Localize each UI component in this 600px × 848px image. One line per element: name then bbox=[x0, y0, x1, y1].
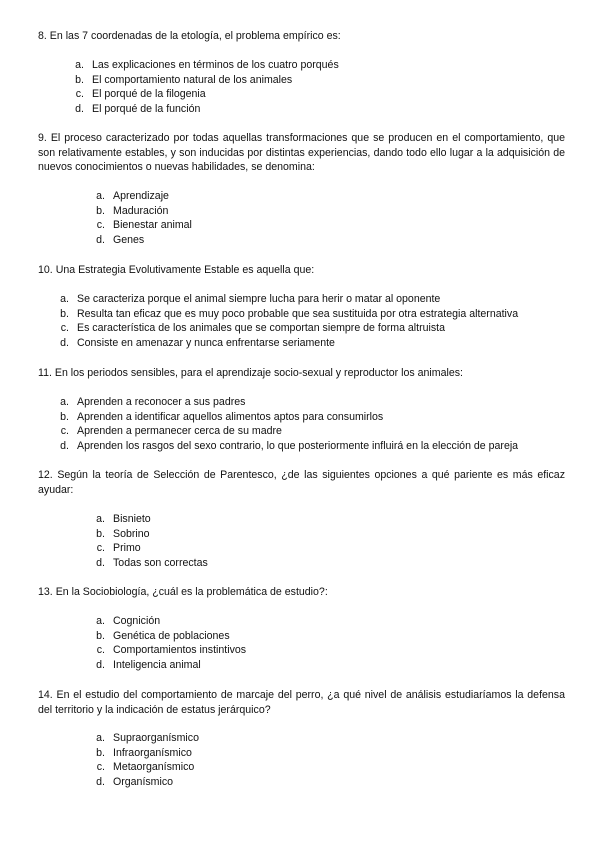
option: d. Todas son correctas bbox=[96, 556, 208, 569]
option: c. Bienestar animal bbox=[96, 219, 192, 232]
question-9 bbox=[38, 131, 565, 175]
question-13-options bbox=[91, 614, 246, 672]
option: b. El comportamiento natural de los animales bbox=[75, 73, 293, 86]
option: d. El porqué de la función bbox=[75, 102, 201, 115]
option: c. Aprenden a permanecer cerca de su madre bbox=[60, 425, 282, 438]
question-11-options bbox=[55, 395, 518, 453]
option: b. Sobrino bbox=[96, 527, 150, 540]
question-8 bbox=[38, 29, 565, 44]
question-14-text: 14. En el estudio del comportamiento de marcaje del perro, ¿a qué nivel de análisis estudiaríamos la defensa del territorio y la indicación de estatus jerárquico? bbox=[38, 689, 565, 716]
question-10 bbox=[38, 263, 565, 278]
question-11-text: 11. En los periodos sensibles, para el aprendizaje socio-sexual y reproductor los animales: bbox=[38, 367, 463, 379]
question-8-options bbox=[70, 58, 339, 116]
option: a. Cognición bbox=[96, 615, 161, 627]
question-14 bbox=[38, 688, 565, 717]
option: a. Las explicaciones en términos de los cuatro porqués bbox=[75, 59, 339, 71]
question-8-text: 8. En las 7 coordenadas de la etología, el problema empírico es: bbox=[38, 30, 341, 42]
option: d. Genes bbox=[96, 233, 145, 246]
question-14-options bbox=[91, 731, 199, 789]
option: b. Maduración bbox=[96, 204, 169, 217]
option: d. Inteligencia animal bbox=[96, 658, 201, 671]
question-13 bbox=[38, 585, 565, 600]
option: c. Comportamientos instintivos bbox=[96, 644, 247, 657]
option: a. Se caracteriza porque el animal siempre lucha para herir o matar al oponente bbox=[60, 293, 441, 305]
question-9-text: 9. El proceso caracterizado por todas aquellas transformaciones que se producen en el comportamiento, que son relativamente estables, y son inducidas por distintas experiencias, dando todo ello lugar a la adquisición de nuevos conocimientos o nuevas habilidades, se denomina: bbox=[38, 132, 565, 173]
option: d. Consiste en amenazar y nunca enfrentarse seriamente bbox=[60, 336, 335, 349]
option: b. Genética de poblaciones bbox=[96, 629, 230, 642]
question-13-text: 13. En la Sociobiología, ¿cuál es la problemática de estudio?: bbox=[38, 586, 328, 598]
question-12-options bbox=[91, 512, 208, 570]
option: a. Aprendizaje bbox=[96, 190, 169, 202]
question-10-text: 10. Una Estrategia Evolutivamente Estable es aquella que: bbox=[38, 264, 315, 276]
option: b. Aprenden a identificar aquellos alimentos aptos para consumirlos bbox=[60, 410, 384, 423]
option: d. Organísmico bbox=[96, 775, 174, 788]
option: b. Infraorganísmico bbox=[96, 746, 192, 759]
option: b. Resulta tan eficaz que es muy poco probable que sea sustituida por otra estrategia alternativa bbox=[60, 307, 519, 320]
option: a. Bisnieto bbox=[96, 513, 151, 525]
option: a. Supraorganísmico bbox=[96, 732, 199, 744]
question-10-options bbox=[55, 292, 518, 350]
option: d. Aprenden los rasgos del sexo contrario, lo que posteriormente influirá en la elección de pareja bbox=[60, 439, 519, 452]
option: c. Es característica de los animales que se comportan siempre de forma altruista bbox=[60, 322, 446, 335]
question-9-options bbox=[91, 189, 192, 247]
option: c. Primo bbox=[96, 542, 141, 555]
option: a. Aprenden a reconocer a sus padres bbox=[60, 396, 246, 408]
option: c. El porqué de la filogenia bbox=[75, 88, 206, 101]
question-12 bbox=[38, 468, 565, 497]
option: c. Metaorganísmico bbox=[96, 761, 195, 774]
question-11 bbox=[38, 366, 565, 381]
question-12-text: 12. Según la teoría de Selección de Parentesco, ¿de las siguientes opciones a qué pariente es más eficaz ayudar: bbox=[38, 469, 565, 496]
